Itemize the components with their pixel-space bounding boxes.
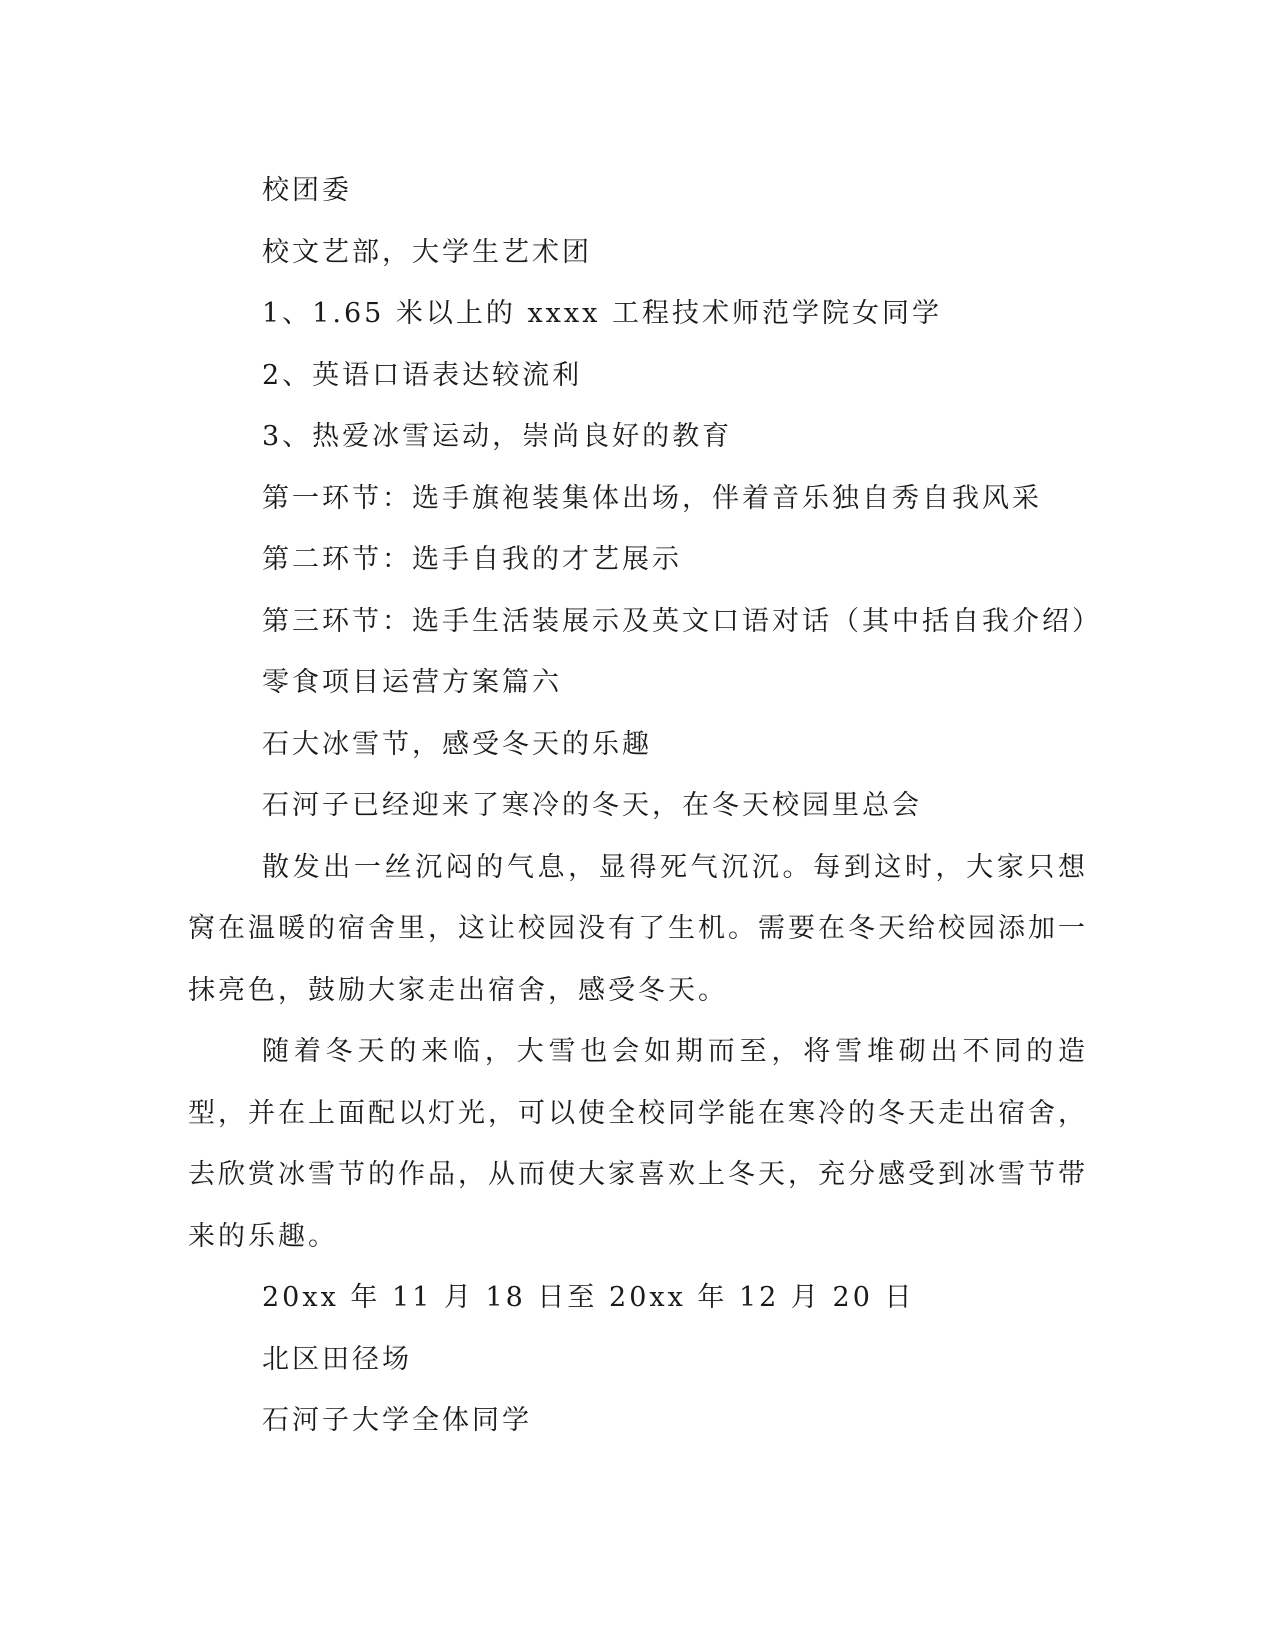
stage-1-line: 第一环节：选手旗袍装集体出场，伴着音乐独自秀自我风采: [262, 482, 1042, 514]
stage-3-line: 第三环节：选手生活装展示及英文口语对话（其中括自我介绍）: [262, 605, 1102, 637]
event-title: 石大冰雪节，感受冬天的乐趣: [262, 728, 652, 760]
event-date-line: 20xx 年 11 月 18 日至 20xx 年 12 月 20 日: [262, 1282, 915, 1313]
organizer-line: 校团委: [262, 175, 352, 206]
purpose-paragraph: 随着冬天的来临，大雪也会如期而至，将雪堆砌出不同的造型，并在上面配以灯光，可以使全校同学能在寒冷的冬天走出宿舍，去欣赏冰雪节的作品，从而使大家喜欢上冬天，充分感受到冰雪节带来的乐趣。: [188, 1036, 1088, 1252]
document-body: [188, 160, 1102, 1452]
requirement-item-1: 1、1.65 米以上的 xxxx 工程技术师范学院女同学: [262, 298, 942, 329]
event-location-line: 北区田径场: [262, 1343, 412, 1375]
intro-line: 石河子已经迎来了寒冷的冬天，在冬天校园里总会: [262, 790, 922, 821]
stage-2-line: 第二环节：选手自我的才艺展示: [262, 544, 682, 575]
co-organizer-line: 校文艺部，大学生艺术团: [262, 236, 592, 268]
event-participants-line: 石河子大学全体同学: [262, 1405, 532, 1436]
requirement-item-3: 3、热爱冰雪运动，崇尚良好的教育: [262, 421, 733, 452]
background-paragraph: 散发出一丝沉闷的气息，显得死气沉沉。每到这时，大家只想窝在温暖的宿舍里，这让校园没有了生机。需要在冬天给校园添加一抹亮色，鼓励大家走出宿舍，感受冬天。: [188, 851, 1088, 1006]
requirement-item-2: 2、英语口语表达较流利: [262, 359, 583, 391]
section-heading: 零食项目运营方案篇六: [262, 667, 562, 698]
